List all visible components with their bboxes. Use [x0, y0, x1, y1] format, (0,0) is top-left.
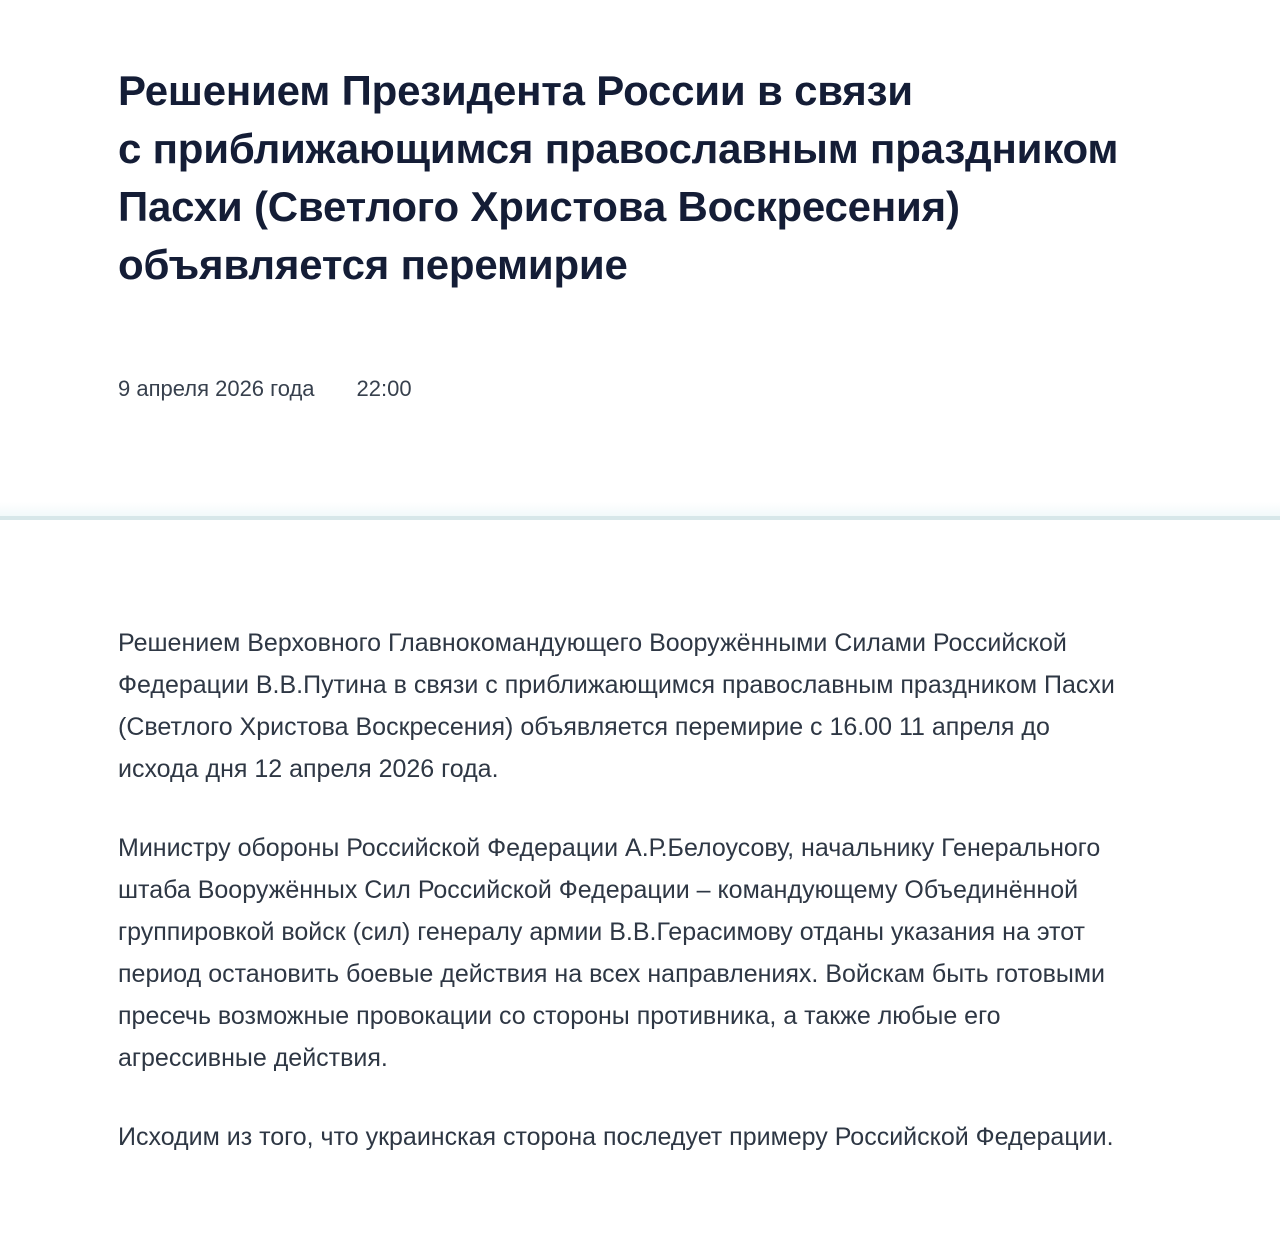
- divider-glow: [0, 502, 1280, 516]
- article-header: [0, 0, 1280, 402]
- article-title-line: с приближающимся православным праздником: [118, 125, 1119, 172]
- article-title-line: объявляется перемирие: [118, 241, 628, 288]
- article-title-line: Решением Президента России в связи: [118, 67, 913, 114]
- article-time: 22:00: [356, 376, 412, 401]
- article-date: 9 апреля 2026 года: [118, 376, 315, 401]
- article-paragraph: Исходим из того, что украинская сторона последует примеру Российской Федерации.: [118, 1123, 1114, 1151]
- article-meta: [118, 376, 1162, 402]
- article-paragraph: Министру обороны Российской Федерации А.Р.Белоусову, начальнику Генерального штаба Вооружённых Сил Российской Федерации – командующему Объединённой группировкой войск (сил) генералу армии В.В.Герасимову отданы указания на этот период остановить боевые действия на всех направлениях. Войскам быть готовыми пресечь возможные провокации со стороны противника, а также любые его агрессивные действия.: [118, 834, 1105, 1072]
- article-paragraph: Решением Верховного Главнокомандующего Вооружёнными Силами Российской Федерации В.В.Путина в связи с приближающимся православным праздником Пасхи (Светлого Христова Воскресения) объявляется перемирие с 16.00 11 апреля до исхода дня 12 апреля 2026 года.: [118, 629, 1115, 783]
- article-title: [118, 62, 1162, 294]
- article-body: [0, 520, 1241, 1218]
- header-divider: [0, 502, 1280, 520]
- article-title-line: Пасхи (Светлого Христова Воскресения): [118, 183, 960, 230]
